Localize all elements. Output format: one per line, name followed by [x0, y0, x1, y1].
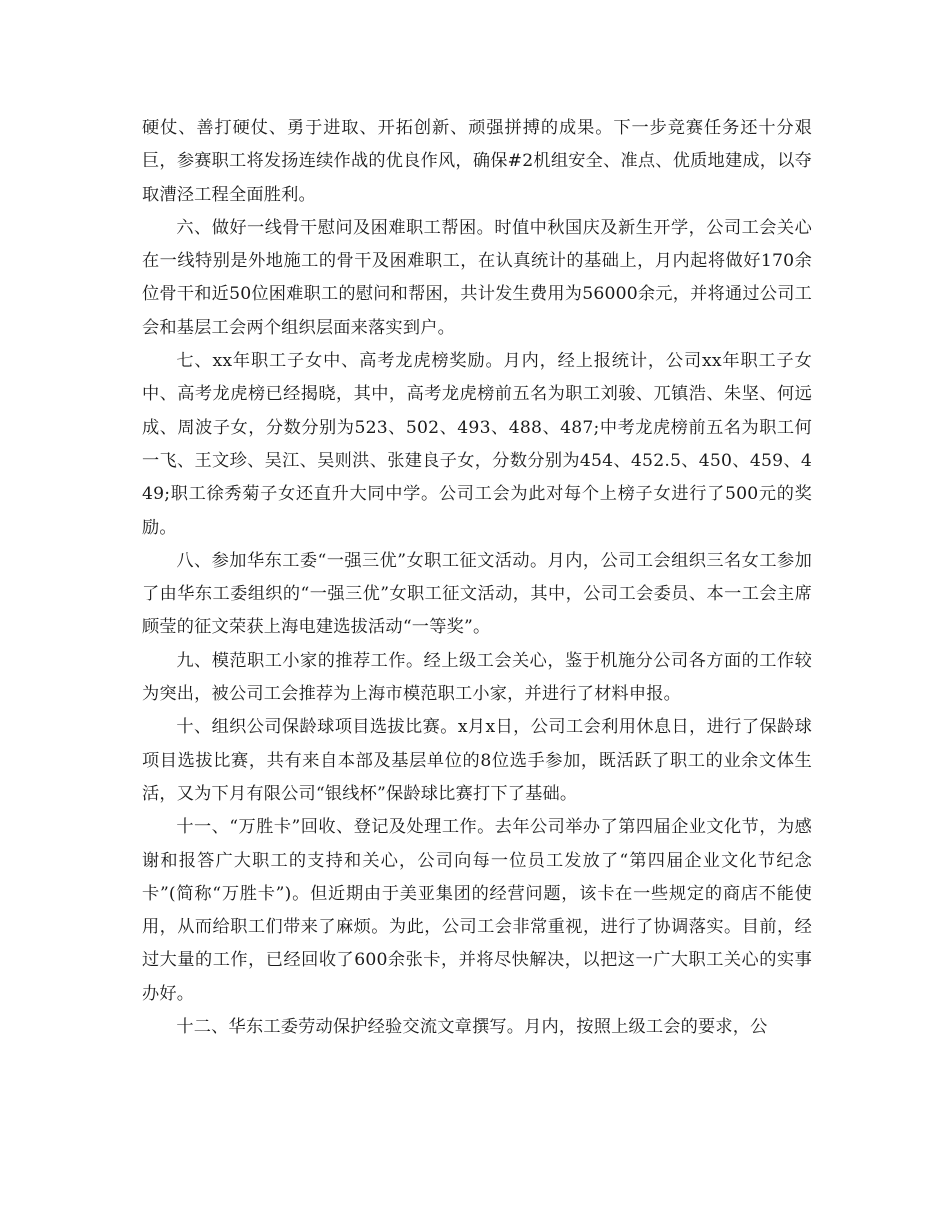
paragraph-item-8: 八、参加华东工委“一强三优”女职工征文活动。月内，公司工会组织三名女工参加了由华东工委组织的“一强三优”女职工征文活动，其中，公司工会委员、本一工会主席顾莹的征文荣获上海电建选拔活动“一等奖”。	[142, 550, 812, 638]
paragraph-item-6: 六、做好一线骨干慰问及困难职工帮困。时值中秋国庆及新生开学，公司工会关心在一线特别是外地施工的骨干及困难职工，在认真统计的基础上，月内起将做好170余位骨干和近50位困难职工的慰问和帮困，共计发生费用为56000余元，并将通过公司工会和基层工会两个组织层面来落实到户。	[142, 217, 812, 338]
paragraph-item-7: 七、xx年职工子女中、高考龙虎榜奖励。月内，经上报统计，公司xx年职工子女中、高考龙虎榜已经揭晓，其中，高考龙虎榜前五名为职工刘骏、兀镇浩、朱坚、何远成、周波子女，分数分别为523、502、493、488、487;中考龙虎榜前五名为职工何一飞、王文珍、吴江、吴则洪、张建良子女，分数分别为454、452.5、450、459、449;职工徐秀菊子女还直升大同中学。公司工会为此对每个上榜子女进行了500元的奖励。	[142, 351, 812, 538]
paragraph-item-11: 十一、“万胜卡”回收、登记及处理工作。去年公司举办了第四届企业文化节，为感谢和报答广大职工的支持和关心，公司向每一位员工发放了“第四届企业文化节纪念卡”(简称“万胜卡”)。但近期由于美亚集团的经营问题，该卡在一些规定的商店不能使用，从而给职工们带来了麻烦。为此，公司工会非常重视，进行了协调落实。目前，经过大量的工作，已经回收了600余张卡，并将尽快解决，以把这一广大职工关心的实事办好。	[142, 817, 812, 1004]
paragraph-item-10: 十、组织公司保龄球项目选拔比赛。x月x日，公司工会利用休息日，进行了保龄球项目选拔比赛，共有来自本部及基层单位的8位选手参加，既活跃了职工的业余文体生活，又为下月有限公司“银线杯”保龄球比赛打下了基础。	[142, 717, 812, 804]
document-body	[142, 112, 812, 1044]
paragraph-item-9: 九、模范职工小家的推荐工作。经上级工会关心，鉴于机施分公司各方面的工作较为突出，被公司工会推荐为上海市模范职工小家，并进行了材料申报。	[142, 650, 812, 705]
paragraph-item-12: 十二、华东工委劳动保护经验交流文章撰写。月内，按照上级工会的要求，公	[176, 1017, 768, 1038]
paragraph-continuation: 硬仗、善打硬仗、勇于进取、开拓创新、顽强拼搏的成果。下一步竞赛任务还十分艰巨，参赛职工将发扬连续作战的优良作风，确保#2机组安全、准点、优质地建成，以夺取漕泾工程全面胜利。	[142, 118, 812, 205]
